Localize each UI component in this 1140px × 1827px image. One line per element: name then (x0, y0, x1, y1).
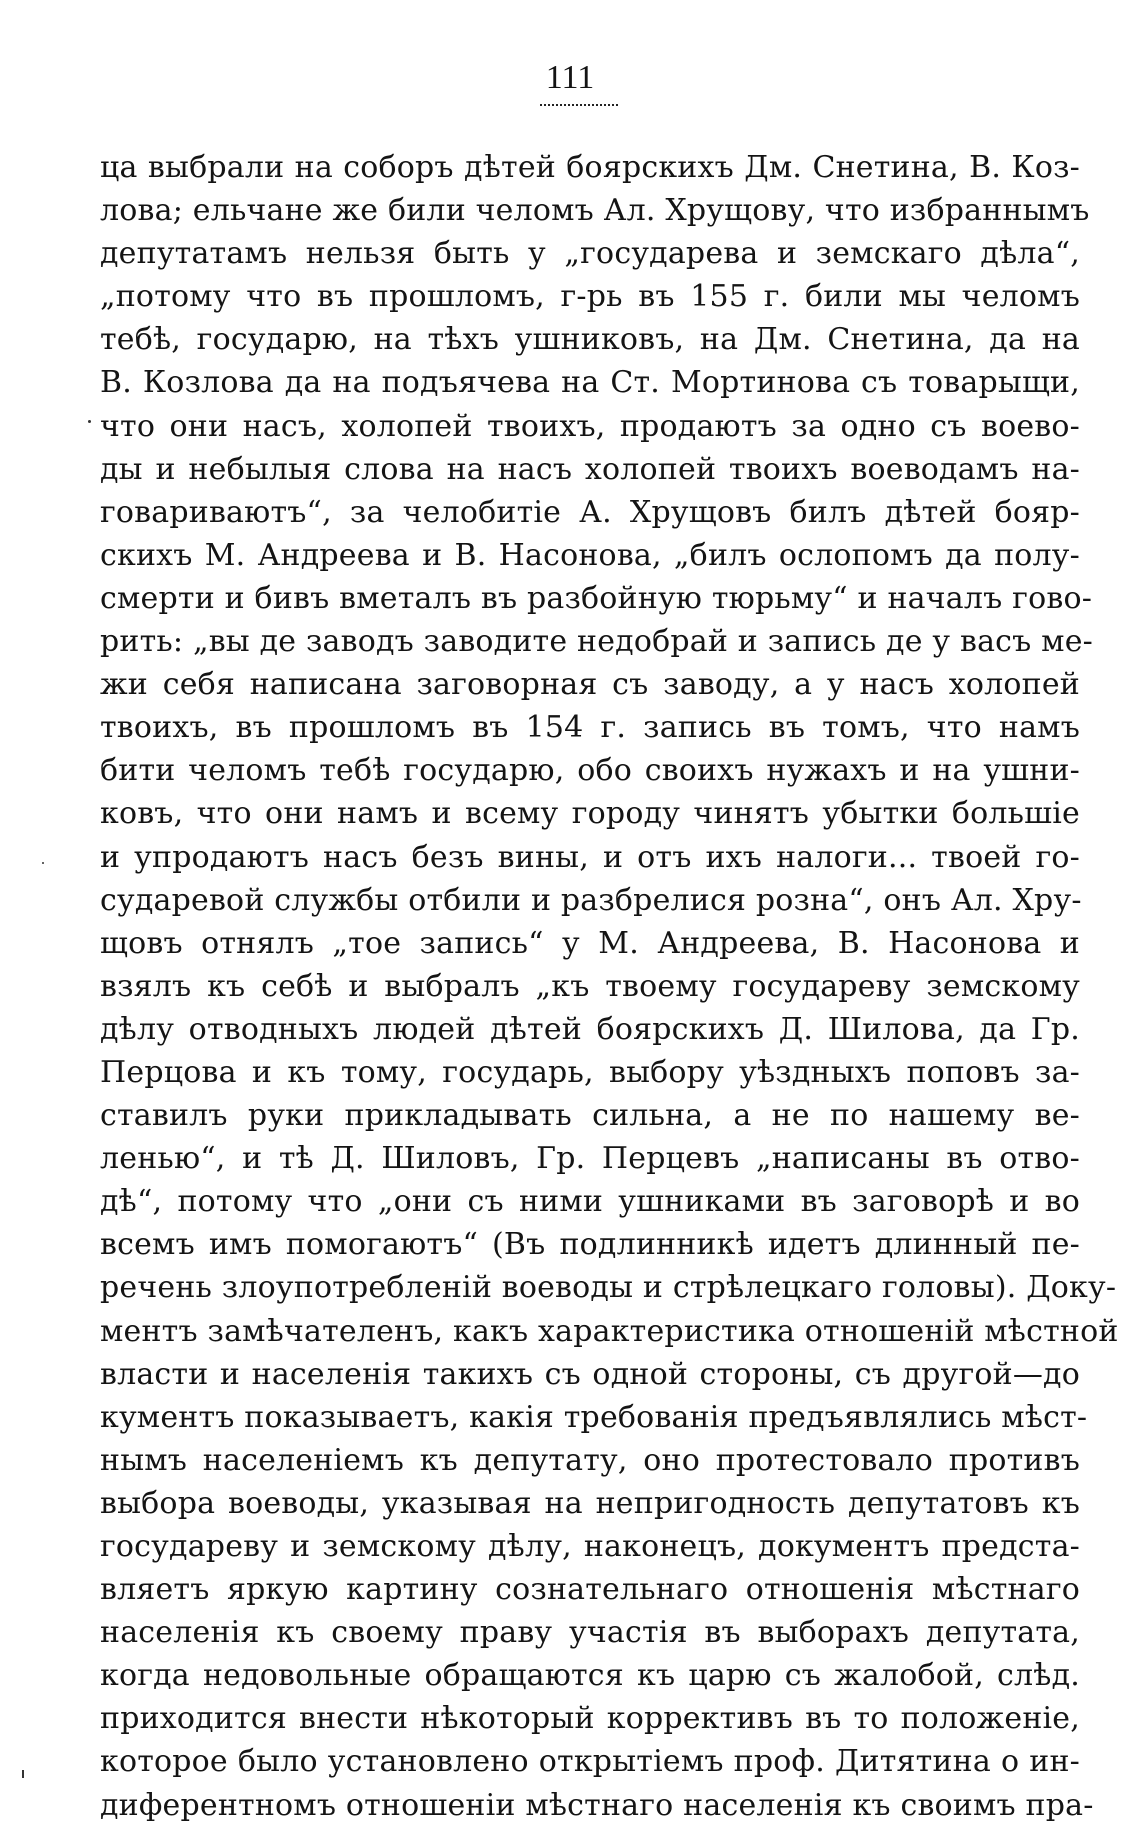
text-line: лова; ельчане же били челомъ Ал. Хрущову, что избраннымъ (100, 193, 1090, 229)
text-line: выбора воеводы, указывая на непригодность депутатовъ къ (100, 1485, 1080, 1521)
page-number: 111 (545, 59, 595, 96)
text-line: говариваютъ“, за челобитіе А. Хрущовъ билъ дѣтей бояр- (100, 494, 1080, 530)
text-line: государеву и земскому дѣлу, наконецъ, документъ предста- (100, 1529, 1080, 1564)
text-line: и упродаютъ насъ безъ вины, и отъ ихъ налоги... твоей го- (100, 839, 1080, 875)
text-line: которое было установлено открытіемъ проф. Дитятина о ин- (100, 1744, 1080, 1780)
scan-speck (42, 862, 44, 864)
page-number-underline (540, 104, 618, 106)
text-line: дѣлу отводныхъ людей дѣтей боярскихъ Д. Шилова, да Гр. (100, 1011, 1080, 1047)
text-line: когда недовольные обращаются къ царю съ жалобой, слѣд. (100, 1658, 1080, 1694)
text-line: смерти и бивъ вметалъ въ разбойную тюрьму“ и началъ гово- (100, 580, 1093, 616)
text-line: дѣ“, потому что „они съ ними ушниками въ заговорѣ и во (100, 1184, 1080, 1220)
text-line: что они насъ, холопей твоихъ, продаютъ за одно съ воево- (100, 408, 1080, 444)
text-line: ставилъ руки прикладывать сильна, а не по нашему ве- (100, 1098, 1080, 1134)
text-line: скихъ М. Андреева и В. Насонова, „билъ ослопомъ да полу- (100, 537, 1080, 573)
text-line: нымъ населеніемъ къ депутату, оно протестовало противъ (100, 1442, 1080, 1478)
text-line: депутатамъ нельзя быть у „государева и земскаго дѣла“, (100, 236, 1080, 272)
text-line: ды и небылыя слова на насъ холопей твоихъ воеводамъ на- (100, 451, 1080, 487)
body-text (100, 146, 1119, 1827)
text-line: всемъ имъ помогаютъ“ (Въ подлинникѣ идетъ длинный пе- (100, 1227, 1080, 1263)
text-line: ментъ замѣчателенъ, какъ характеристика отношеній мѣстной (100, 1313, 1119, 1349)
text-line: бити челомъ тебѣ государю, обо своихъ нужахъ и на ушни- (100, 753, 1080, 789)
text-line: В. Козлова да на подъячева на Ст. Мортинова съ товарыщи, (100, 365, 1080, 401)
text-line: кументъ показываетъ, какія требованія предъявлялись мѣст- (100, 1399, 1088, 1435)
text-line: жи себя написана заговорная съ заводу, а у насъ холопей (100, 667, 1080, 703)
text-line: щовъ отнялъ „тое запись“ у М. Андреева, В. Насонова и (100, 925, 1080, 961)
text-line: тебѣ, государю, на тѣхъ ушниковъ, на Дм. Снетина, да на (100, 322, 1080, 358)
text-line: твоихъ, въ прошломъ въ 154 г. запись въ томъ, что намъ (100, 710, 1080, 746)
text-line: „потому что въ прошломъ, г-рь въ 155 г. били мы челомъ (100, 279, 1080, 315)
scan-speck (22, 1770, 24, 1778)
text-line: населенія къ своему праву участія въ выборахъ депутата, (100, 1615, 1080, 1651)
text-line: вляетъ яркую картину сознательнаго отношенія мѣстнаго (100, 1572, 1080, 1608)
text-line: приходится внести нѣкоторый коррективъ въ то положеніе, (100, 1701, 1080, 1737)
scan-speck (88, 420, 91, 423)
text-line: власти и населенія такихъ съ одной стороны, съ другой—до (100, 1356, 1080, 1392)
text-line: Перцова и къ тому, государь, выбору уѣздныхъ поповъ за- (100, 1054, 1080, 1090)
text-line: взялъ къ себѣ и выбралъ „къ твоему государеву земскому (100, 968, 1080, 1004)
text-line: ковъ, что они намъ и всему городу чинятъ убытки большіе (100, 796, 1080, 832)
text-line: рить: „вы де заводъ заводите недобрай и запись де у васъ ме- (100, 624, 1094, 660)
text-line: ленью“, и тѣ Д. Шиловъ, Гр. Перцевъ „написаны въ отво- (100, 1141, 1080, 1177)
text-line: ца выбрали на соборъ дѣтей боярскихъ Дм. Снетина, В. Коз- (100, 150, 1080, 185)
text-line: диферентномъ отношеніи мѣстнаго населенія къ своимъ пра- (100, 1787, 1094, 1823)
text-line: сударевой службы отбили и разбрелися розна“, онъ Ал. Хру- (100, 882, 1082, 918)
text-line: речень злоупотребленій воеводы и стрѣлецкаго головы). Доку- (100, 1270, 1117, 1306)
